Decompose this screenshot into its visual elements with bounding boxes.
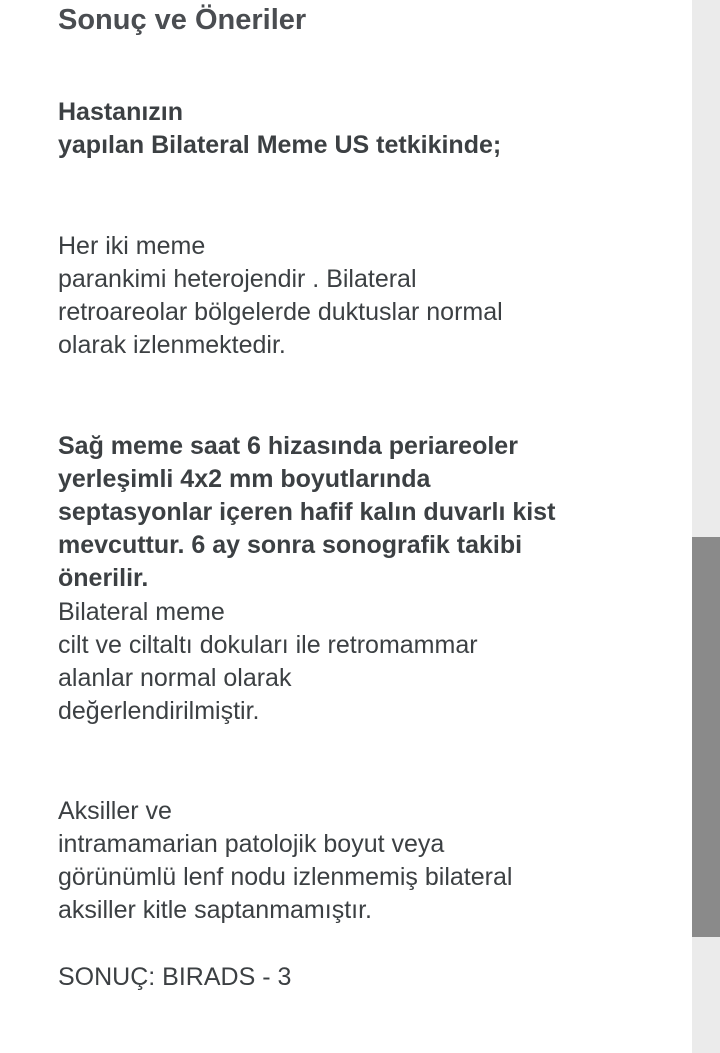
axilla-paragraph [58, 795, 512, 927]
parenchyma-line: Her iki meme [58, 232, 206, 260]
finding-line: septasyonlar içeren hafif kalın duvarlı kist [58, 498, 556, 526]
scrollbar-thumb[interactable] [692, 537, 720, 937]
axilla-line: intramamarian patolojik boyut veya [58, 830, 445, 858]
section-title: Sonuç ve Öneriler [58, 4, 307, 36]
skin-line: Bilateral meme [58, 598, 225, 626]
scrollbar-track[interactable] [692, 0, 720, 1053]
finding-line: yerleşimli 4x2 mm boyutlarında [58, 465, 431, 493]
finding-line: Sağ meme saat 6 hizasında periareoler [58, 432, 518, 460]
parenchyma-line: retroareolar bölgelerde duktuslar normal [58, 298, 503, 326]
intro-line: Hastanızın [58, 98, 184, 126]
finding-paragraph [58, 430, 555, 595]
finding-line: önerilir. [58, 564, 149, 592]
birads-result: SONUÇ: BIRADS - 3 [58, 963, 292, 991]
axilla-line: görünümlü lenf nodu izlenmemiş bilateral [58, 863, 513, 891]
parenchyma-line: olarak izlenmektedir. [58, 331, 286, 359]
skin-line: alanlar normal olarak [58, 664, 292, 692]
axilla-line: Aksiller ve [58, 797, 172, 825]
intro-paragraph [58, 96, 501, 162]
finding-line: mevcuttur. 6 ay sonra sonografik takibi [58, 531, 523, 559]
skin-paragraph [58, 596, 478, 728]
parenchyma-line: parankimi heterojendir . Bilateral [58, 265, 417, 293]
intro-line: yapılan Bilateral Meme US tetkikinde; [58, 131, 502, 159]
parenchyma-paragraph [58, 230, 503, 362]
skin-line: değerlendirilmiştir. [58, 697, 260, 725]
skin-line: cilt ve ciltaltı dokuları ile retromammar [58, 631, 478, 659]
axilla-line: aksiller kitle saptanmamıştır. [58, 896, 372, 924]
conclusion-paragraph [58, 961, 291, 994]
